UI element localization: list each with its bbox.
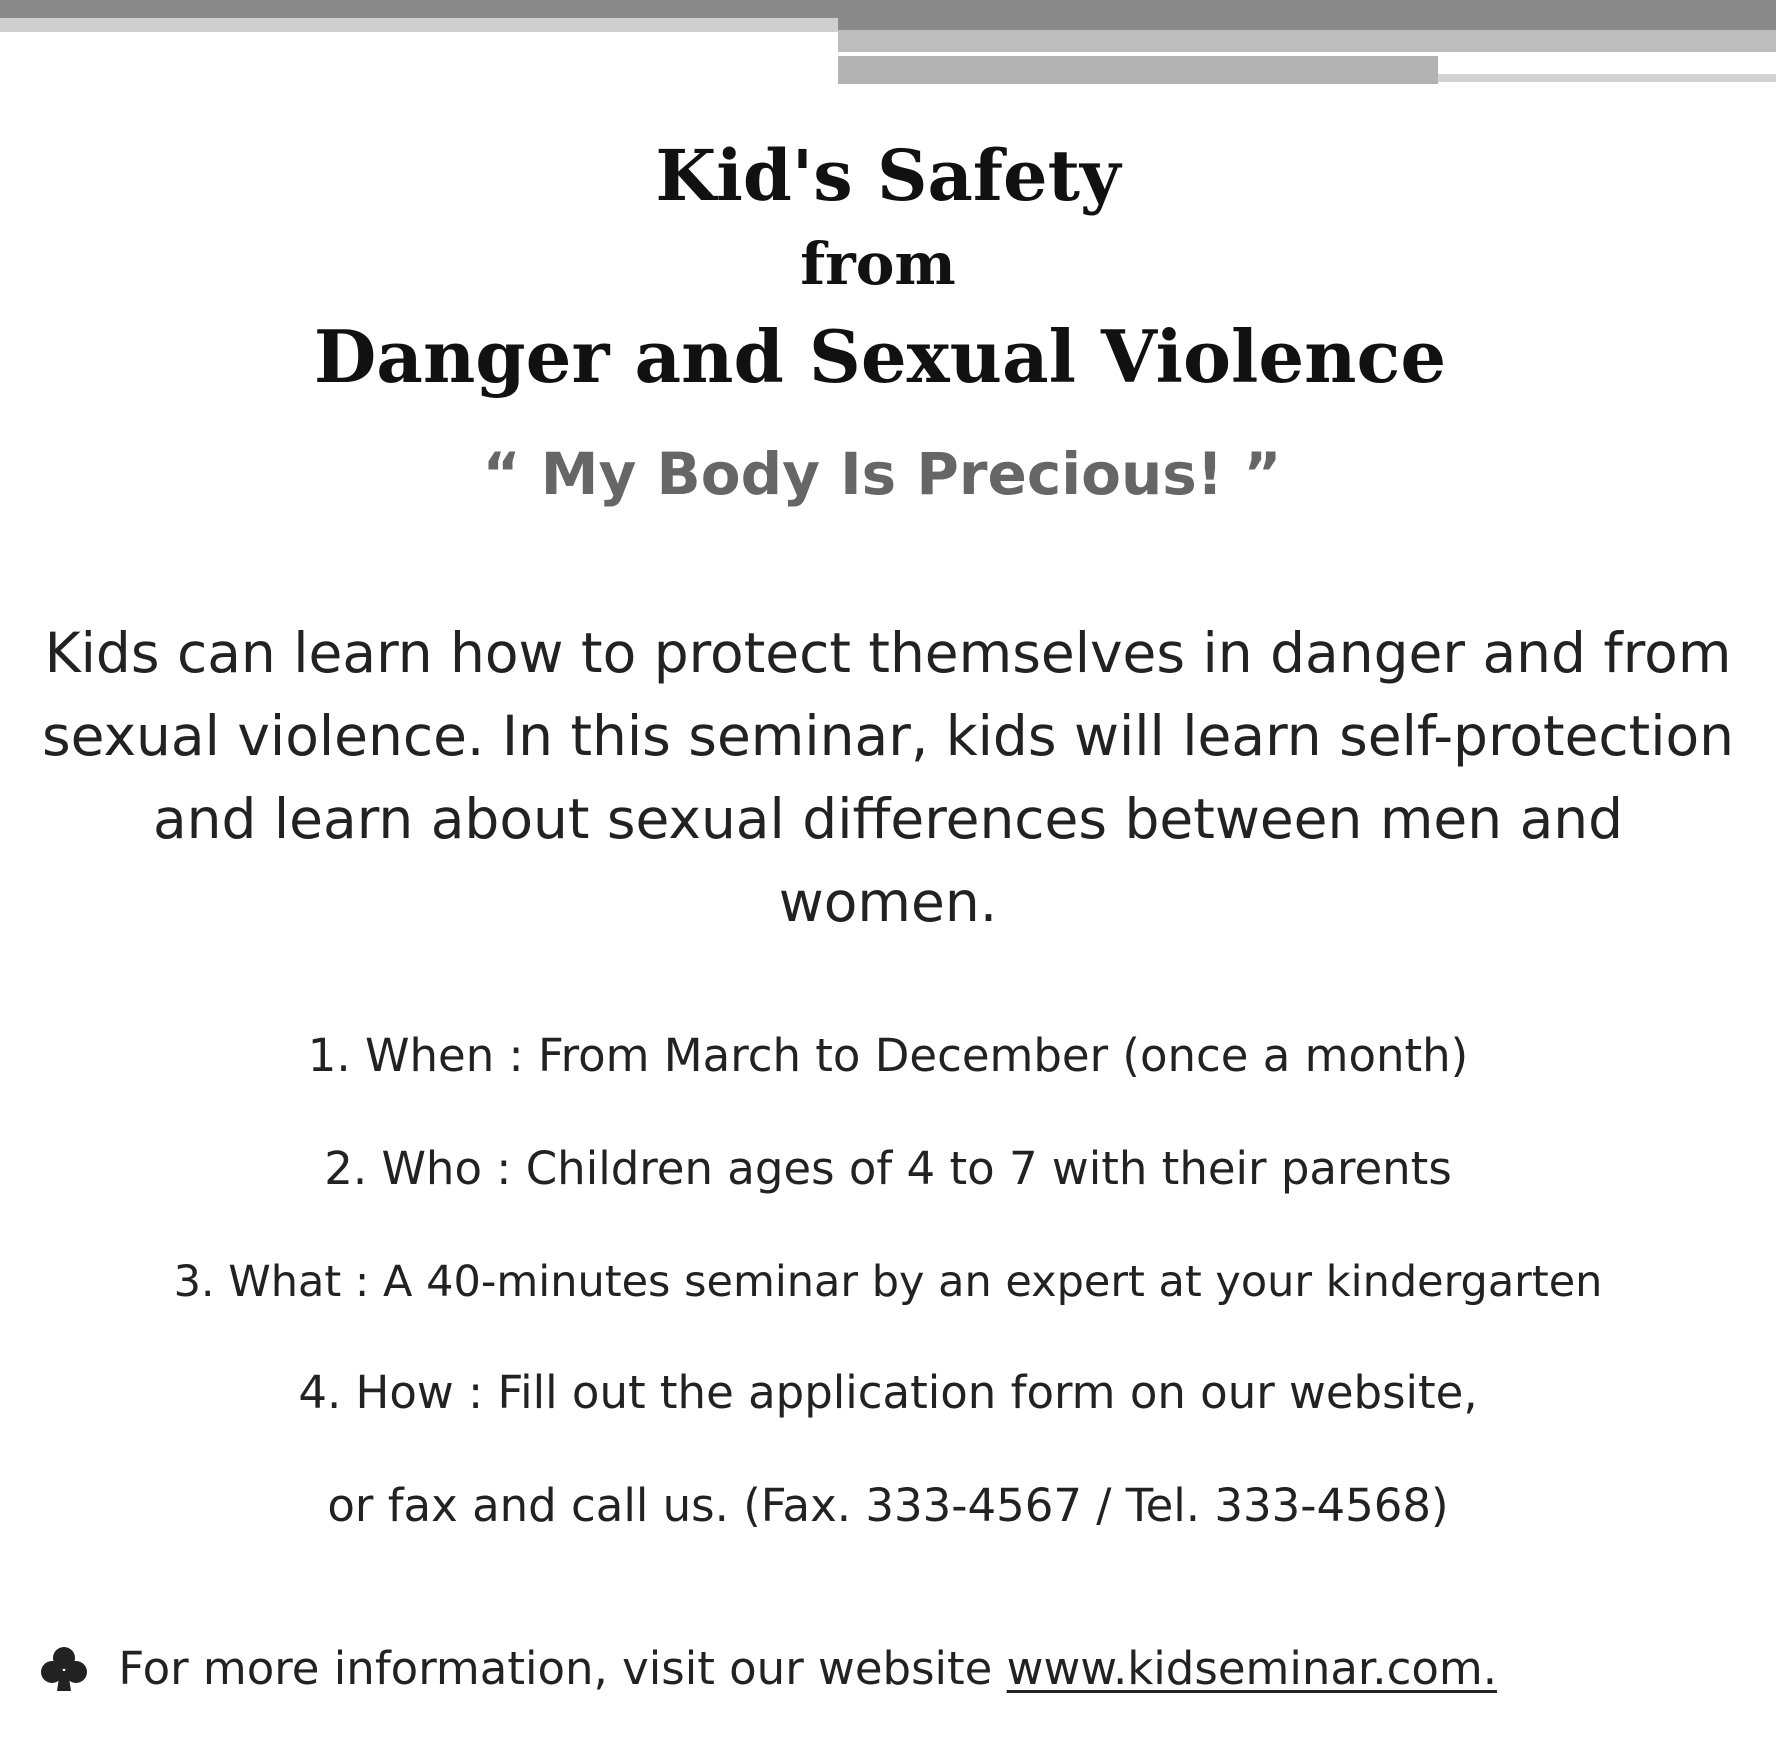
footer-note [36, 1641, 1746, 1697]
decorative-lower-bar-right [838, 56, 1438, 84]
detail-when: 1. When : From March to December (once a month) [307, 1029, 1469, 1082]
title-line-3: Danger and Sexual Violence [313, 314, 1447, 399]
club-icon [36, 1641, 92, 1697]
title-line-1: Kid's Safety [655, 134, 1121, 217]
intro-paragraph: Kids can learn how to protect themselves in danger and from sexual violence. In this seminar, kids will learn self-protection and learn about sexual differences between men and women. [41, 621, 1735, 934]
decorative-top-bar-left [0, 0, 838, 18]
decorative-top-bar-left-light [0, 18, 838, 32]
detail-how: 4. How : Fill out the application form on our website, [298, 1366, 1478, 1419]
detail-who: 2. Who : Children ages of 4 to 7 with their parents [324, 1142, 1452, 1195]
detail-contact: or fax and call us. (Fax. 333-4567 / Tel. 333-4568) [327, 1479, 1449, 1532]
decorative-lower-bar-right-thin [1438, 74, 1776, 82]
title-line-2: from [800, 230, 956, 298]
tagline: “ My Body Is Precious! ” [482, 440, 1282, 508]
footer-link[interactable]: www.kidseminar.com. [1006, 1642, 1498, 1695]
detail-what: 3. What : A 40-minutes seminar by an expert at your kindergarten [173, 1257, 1603, 1307]
decorative-middle-bar-right [838, 30, 1776, 52]
decorative-top-bar-right [838, 0, 1776, 30]
footer-text: For more information, visit our website [118, 1642, 993, 1695]
